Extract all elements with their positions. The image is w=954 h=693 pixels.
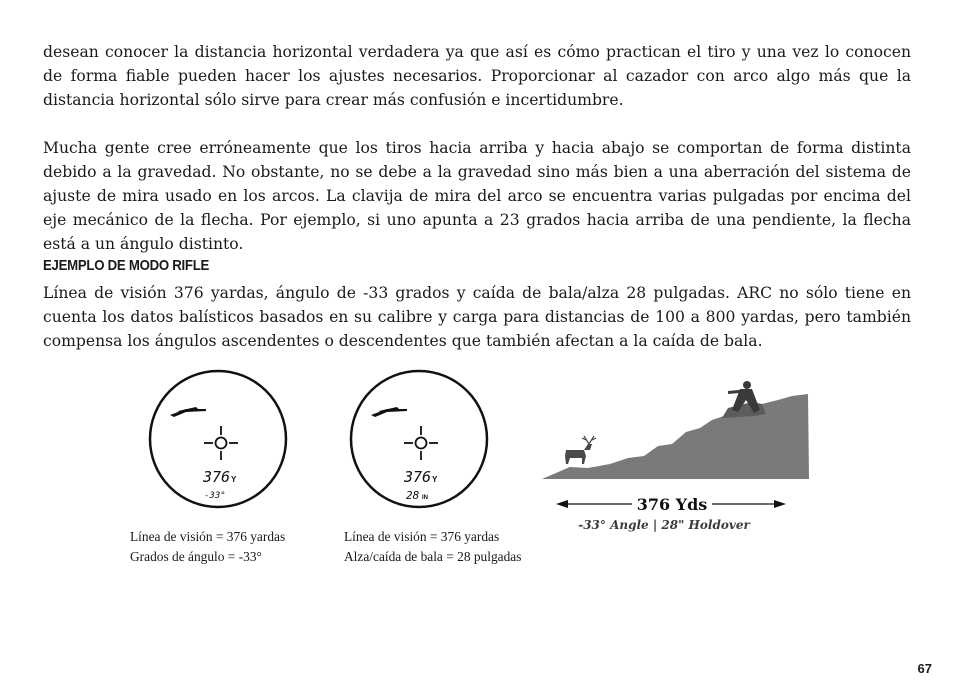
caption-line: Alza/caída de bala = 28 pulgadas [344, 549, 522, 564]
rangefinder-display-angle [148, 369, 288, 509]
distance-readout: 376 [404, 468, 432, 486]
holdover-unit: IN [422, 495, 428, 501]
paragraph-gravity: Mucha gente cree erróneamente que los tiros hacia arriba y hacia abajo se comportan de forma distinta debido a la gravedad. No obstante, no se debe a la gravedad sino más bien a una aberración del sistema de ajuste de mira usado en los arcos. La clavija de mira del arco se encuentra varias pulgadas por encima del eje mecánico de la flecha. Por ejemplo, si uno apunta a 23 grados hacia arriba de una pendiente, la flecha está a un ángulo distinto. [43, 139, 911, 253]
angle-readout: -33° [204, 491, 226, 501]
scene-angle-label: -33° Angle | 28" Holdover [578, 518, 750, 532]
scene-distance-label: 376 Yds [636, 495, 708, 514]
paragraph-intro: desean conocer la distancia horizontal verdadera ya que así es cómo practican el tiro y una vez lo conocen de forma fiable pueden hacer los ajustes necesarios. Proporcionar al cazador con arco algo más que la distancia horizontal sólo sirve para crear más confusión e incertidumbre. [43, 43, 911, 109]
terrain-hillside [542, 394, 809, 479]
scope2-caption [344, 527, 521, 567]
caption-line: Línea de visión = 376 yardas [344, 529, 500, 544]
page-number: 67 [917, 661, 932, 676]
distance-readout: 376 [203, 468, 231, 486]
caption-line: Grados de ángulo = -33° [130, 549, 262, 564]
section-heading: EJEMPLO DE MODO RIFLE [43, 257, 210, 274]
distance-unit: Y [231, 475, 237, 484]
paragraph-rifle-mode: Línea de visión 376 yardas, ángulo de -33 grados y caída de bala/alza 28 pulgadas. ARC no sólo tiene en cuenta los datos balísticos basados en su calibre y carga para distancias de 100 a 800 yardas, pero también compensa los ángulos ascendentes o descendentes que también afectan a la caída de bala. [43, 284, 911, 350]
hunting-scene-illustration [540, 372, 812, 534]
elk-icon [565, 436, 596, 464]
scope1-caption [130, 527, 285, 567]
holdover-readout: 28 [406, 489, 420, 502]
rangefinder-display-holdover [349, 369, 489, 509]
caption-line: Línea de visión = 376 yardas [130, 529, 286, 544]
distance-unit: Y [432, 475, 438, 484]
